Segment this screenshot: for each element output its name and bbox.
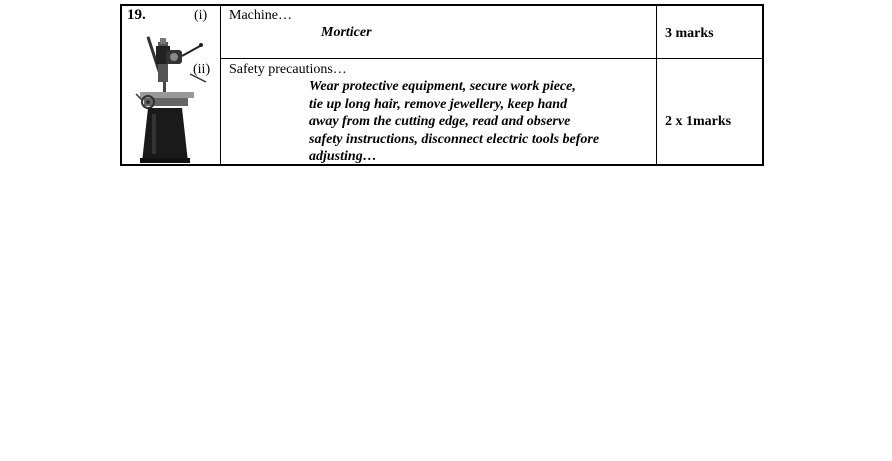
column-divider <box>220 6 221 164</box>
part-ii-prompt: Safety precautions… <box>229 62 347 77</box>
part-i-label: (i) <box>194 8 208 23</box>
answer-line: Wear protective equipment, secure work piece, <box>309 79 576 94</box>
row-divider <box>220 58 762 59</box>
answer-line: tie up long hair, remove jewellery, keep hand <box>309 96 568 112</box>
part-i-marks: 3 marks <box>665 26 714 41</box>
part-i-answer: Morticer <box>321 25 372 40</box>
answer-line: adjusting… <box>309 149 377 164</box>
question-table <box>120 4 764 166</box>
morticer-machine-icon <box>130 34 220 164</box>
answer-line: away from the cutting edge, read and observe <box>309 114 571 129</box>
part-ii-label: (ii) <box>193 62 211 77</box>
column-divider <box>656 6 657 164</box>
part-ii-marks: 2 x 1marks <box>665 114 732 129</box>
part-i-prompt: Machine… <box>229 8 292 23</box>
part-ii-answer <box>309 78 639 166</box>
question-number: 19. <box>127 7 146 23</box>
answer-line: safety instructions, disconnect electric tools before <box>309 131 600 147</box>
